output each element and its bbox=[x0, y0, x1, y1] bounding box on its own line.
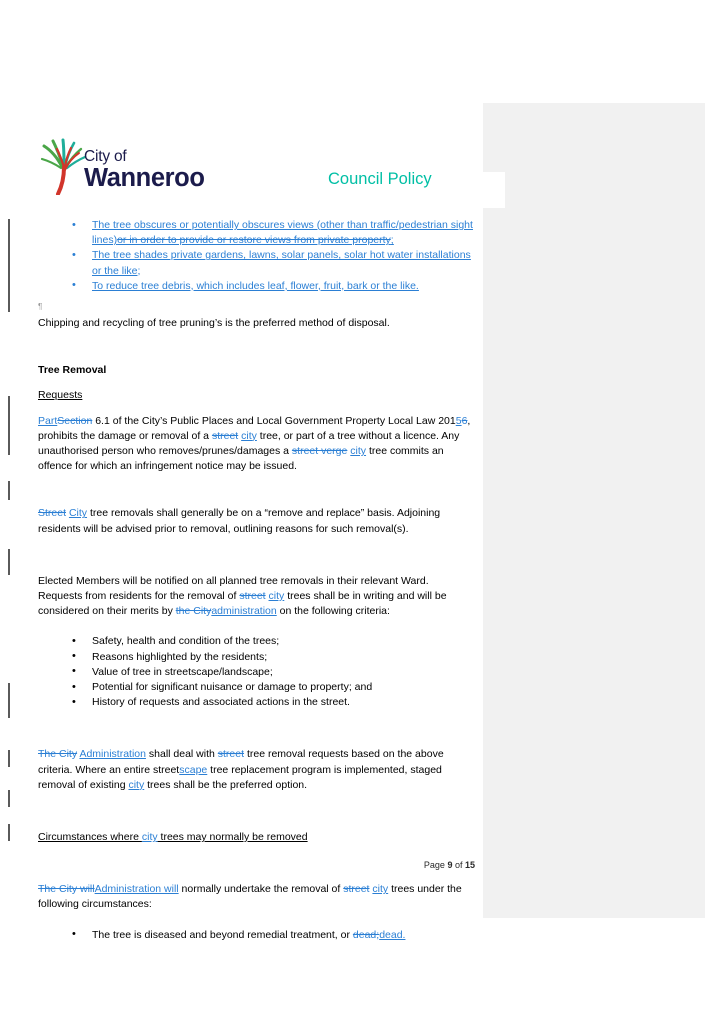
spacer bbox=[38, 404, 475, 414]
paragraph-deal-with bbox=[38, 747, 475, 793]
list-item bbox=[72, 928, 475, 943]
list-item: • Potential for significant nuisance or damage to property; and bbox=[72, 680, 475, 695]
spacer bbox=[38, 474, 475, 496]
inserted-text: ; bbox=[390, 234, 394, 247]
paragraph-local-law bbox=[38, 414, 475, 475]
static-text: tree commits an offence for which an infringement notice may be issued. bbox=[38, 445, 444, 473]
inserted-text: city bbox=[141, 831, 158, 844]
inserted-text: Administration bbox=[79, 748, 146, 761]
city-of-wanneroo-logo bbox=[38, 136, 228, 208]
criteria-bullet-list bbox=[38, 634, 475, 710]
paragraph-chipping: Chipping and recycling of tree pruning’s is the preferred method of disposal. bbox=[38, 317, 390, 330]
footer-total-pages: 15 bbox=[464, 860, 475, 870]
document-type-title: Council Policy bbox=[328, 170, 432, 188]
spacer bbox=[38, 559, 475, 574]
inserted-text: city bbox=[128, 778, 145, 791]
deleted-text: or in order to provide or restore views from private property bbox=[117, 234, 391, 247]
static-text: tree removals shall generally be on a “remove and replace” basis. Adjoining residents will be advised prior to removal, outlining reasons for such removal(s). bbox=[38, 507, 441, 535]
static-text: tree replacement program is implemented, staged removal of existing bbox=[38, 763, 442, 791]
spacer bbox=[38, 732, 475, 747]
logo-line-wanneroo: Wanneroo bbox=[84, 163, 205, 192]
inserted-text: The tree obscures or potentially obscures views (other than traffic/pedestrian sight lines) bbox=[92, 219, 473, 247]
inserted-text: The tree shades private gardens, lawns, solar panels, solar hot water installations or the like; bbox=[92, 249, 471, 277]
static-text: tree, or part of a tree without a licence. Any unauthorised person who removes/prunes/damages a bbox=[38, 429, 460, 458]
logo-wordmark bbox=[84, 149, 205, 191]
heading-circumstances bbox=[38, 830, 475, 845]
deleted-text: street verge bbox=[291, 445, 348, 458]
spacer bbox=[38, 331, 475, 353]
inserted-text: city bbox=[268, 590, 285, 603]
list-item: • History of requests and associated actions in the street. bbox=[72, 695, 475, 710]
list-item: • Safety, health and condition of the trees; bbox=[72, 634, 475, 649]
inserted-text: city bbox=[350, 445, 367, 458]
footer-prefix: Page bbox=[423, 860, 448, 870]
static-text: Circumstances where bbox=[38, 831, 142, 844]
document-body bbox=[38, 218, 475, 943]
page-footer bbox=[0, 860, 475, 870]
circumstance-bullet-list bbox=[38, 928, 475, 943]
static-text: trees under the following circumstances: bbox=[38, 883, 462, 911]
list-item bbox=[72, 248, 475, 278]
deleted-text: 6 bbox=[461, 414, 468, 427]
static-text: trees may normally be removed bbox=[157, 831, 308, 844]
heading-tree-removal: Tree Removal bbox=[38, 364, 107, 377]
spacer bbox=[38, 710, 475, 732]
deleted-text: Section bbox=[57, 414, 93, 427]
inserted-text: city bbox=[372, 883, 389, 896]
spacer bbox=[38, 537, 475, 559]
static-text: The tree is diseased and beyond remedial treatment, or bbox=[92, 928, 353, 941]
inserted-text: City bbox=[68, 507, 88, 520]
paragraph-remove-replace bbox=[38, 506, 475, 536]
deleted-text: The City will bbox=[38, 883, 95, 896]
static-text: on the following criteria: bbox=[276, 605, 390, 618]
footer-middle: of bbox=[452, 860, 465, 870]
list-item: • Reasons highlighted by the residents; bbox=[72, 650, 475, 665]
spacer bbox=[38, 378, 475, 388]
footer-page-number: 9 bbox=[447, 860, 453, 870]
paragraph-elected-members bbox=[38, 574, 475, 620]
static-text: tree removal requests based on the above criteria. Where an entire street bbox=[38, 748, 444, 776]
deleted-text: the City bbox=[175, 605, 212, 618]
inserted-text: city bbox=[241, 429, 257, 442]
deleted-text: street bbox=[239, 590, 266, 603]
spacer bbox=[38, 294, 475, 316]
inserted-text: scape bbox=[179, 763, 208, 776]
spacer bbox=[38, 353, 475, 363]
top-bullet-list bbox=[38, 218, 475, 294]
static-text: Elected Members will be notified on all planned tree removals in their relevant Ward. Requests from residents for the removal of bbox=[38, 574, 429, 603]
static-text: normally undertake the removal of bbox=[178, 883, 344, 896]
inserted-text: dead. bbox=[379, 928, 406, 941]
deleted-text: street bbox=[343, 883, 370, 896]
deleted-text: street bbox=[217, 748, 245, 761]
inserted-text: 5 bbox=[455, 414, 462, 427]
paragraph-mark: ¶ bbox=[38, 302, 43, 311]
inserted-text: To reduce tree debris, which includes leaf, flower, fruit, bark or the like. bbox=[92, 279, 419, 292]
deleted-text: Street bbox=[38, 507, 67, 520]
heading-requests: Requests bbox=[38, 389, 83, 402]
static-text: trees shall be the preferred option. bbox=[144, 778, 308, 791]
logo-line-city-of: City of bbox=[84, 148, 127, 165]
inserted-text: administration bbox=[211, 605, 277, 618]
spacer bbox=[38, 793, 475, 815]
list-item bbox=[72, 218, 475, 248]
inserted-text: Administration will bbox=[94, 883, 179, 896]
spacer bbox=[38, 913, 475, 928]
document-header bbox=[38, 136, 468, 212]
inserted-text: Part bbox=[38, 414, 58, 427]
spacer bbox=[38, 619, 475, 634]
static-text: shall deal with bbox=[145, 748, 218, 761]
paragraph-undertake bbox=[38, 882, 475, 912]
static-text: trees shall be in writing and will be considered on their merits by bbox=[38, 590, 447, 618]
spacer bbox=[38, 815, 475, 830]
static-text: , prohibits the damage or removal of a bbox=[38, 414, 471, 442]
deleted-text: dead; bbox=[352, 928, 380, 941]
deleted-text: The City bbox=[38, 748, 78, 761]
spacer bbox=[38, 496, 475, 506]
list-item: • Value of tree in streetscape/landscape; bbox=[72, 665, 475, 680]
list-item bbox=[72, 279, 475, 294]
deleted-text: street bbox=[211, 429, 239, 442]
static-text: 6.1 of the City’s Public Places and Local Government Property Local Law 201 bbox=[92, 414, 456, 427]
